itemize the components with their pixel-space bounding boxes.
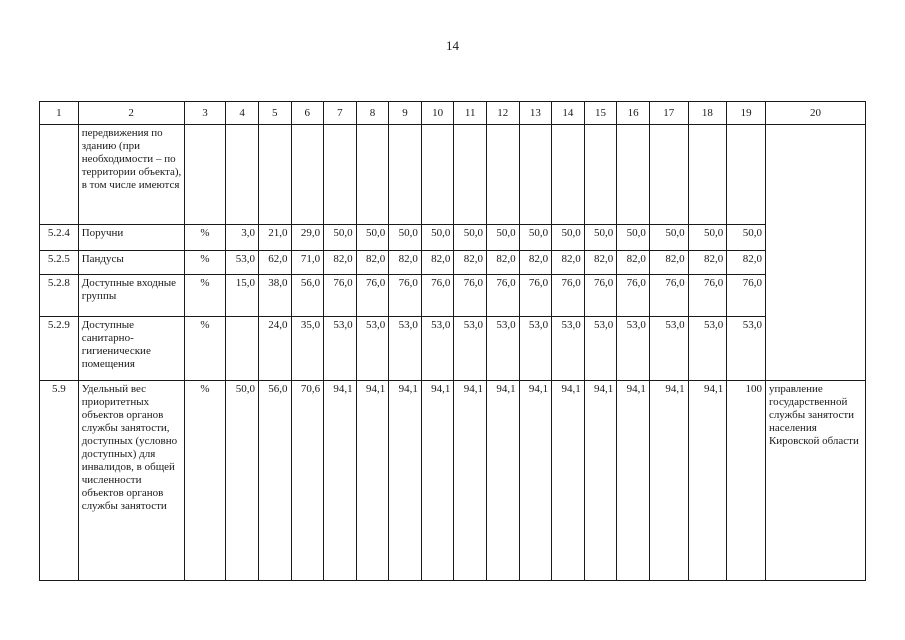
- value-cell: 50,0: [454, 225, 487, 251]
- value-cell: [649, 125, 688, 225]
- code-cell: 5.9: [40, 381, 79, 581]
- value-cell: 94,1: [356, 381, 389, 581]
- value-cell: 50,0: [519, 225, 552, 251]
- table-row: [40, 225, 866, 251]
- value-cell: [226, 317, 259, 381]
- value-cell: 50,0: [356, 225, 389, 251]
- value-cell: [258, 125, 291, 225]
- value-cell: 50,0: [421, 225, 454, 251]
- value-cell: 82,0: [356, 251, 389, 275]
- value-cell: 50,0: [649, 225, 688, 251]
- header-cell: 18: [688, 102, 727, 125]
- code-cell: [40, 125, 79, 225]
- value-cell: 38,0: [258, 275, 291, 317]
- header-cell: 2: [78, 102, 184, 125]
- value-cell: 15,0: [226, 275, 259, 317]
- value-cell: 82,0: [552, 251, 585, 275]
- value-cell: 76,0: [324, 275, 357, 317]
- value-cell: [421, 125, 454, 225]
- value-cell: 53,0: [519, 317, 552, 381]
- value-cell: 50,0: [552, 225, 585, 251]
- value-cell: 71,0: [291, 251, 324, 275]
- value-cell: [454, 125, 487, 225]
- value-cell: [356, 125, 389, 225]
- indicator-name-cell: Доступные входные группы: [78, 275, 184, 317]
- value-cell: 76,0: [389, 275, 422, 317]
- indicator-name-cell: Удельный вес приоритетных объектов органов службы занятости, доступных (условно доступных) для инвалидов, в общей численности объектов органов службы занятости: [78, 381, 184, 581]
- table-row: [40, 275, 866, 317]
- value-cell: 62,0: [258, 251, 291, 275]
- value-cell: 53,0: [356, 317, 389, 381]
- value-cell: 82,0: [649, 251, 688, 275]
- header-cell: 4: [226, 102, 259, 125]
- unit-cell: %: [184, 225, 226, 251]
- header-cell: 20: [765, 102, 865, 125]
- header-cell: 1: [40, 102, 79, 125]
- value-cell: 82,0: [617, 251, 650, 275]
- header-cell: 17: [649, 102, 688, 125]
- value-cell: 76,0: [649, 275, 688, 317]
- value-cell: 53,0: [617, 317, 650, 381]
- value-cell: 76,0: [486, 275, 519, 317]
- header-cell: 15: [584, 102, 617, 125]
- value-cell: 94,1: [584, 381, 617, 581]
- value-cell: 82,0: [727, 251, 766, 275]
- value-cell: [324, 125, 357, 225]
- value-cell: 76,0: [454, 275, 487, 317]
- value-cell: 76,0: [617, 275, 650, 317]
- value-cell: 94,1: [324, 381, 357, 581]
- value-cell: 76,0: [421, 275, 454, 317]
- value-cell: 56,0: [258, 381, 291, 581]
- value-cell: 70,6: [291, 381, 324, 581]
- value-cell: 76,0: [688, 275, 727, 317]
- value-cell: 50,0: [389, 225, 422, 251]
- table-row: [40, 125, 866, 225]
- value-cell: 76,0: [727, 275, 766, 317]
- value-cell: 53,0: [226, 251, 259, 275]
- value-cell: 53,0: [727, 317, 766, 381]
- unit-cell: %: [184, 317, 226, 381]
- value-cell: 53,0: [552, 317, 585, 381]
- value-cell: 82,0: [421, 251, 454, 275]
- responsible-org-cell: управление государственной службы занятости населения Кировской области: [765, 381, 865, 581]
- value-cell: 50,0: [324, 225, 357, 251]
- value-cell: 82,0: [454, 251, 487, 275]
- header-cell: 13: [519, 102, 552, 125]
- value-cell: 56,0: [291, 275, 324, 317]
- value-cell: 94,1: [552, 381, 585, 581]
- value-cell: [584, 125, 617, 225]
- value-cell: [727, 125, 766, 225]
- value-cell: 21,0: [258, 225, 291, 251]
- value-cell: [389, 125, 422, 225]
- header-cell: 16: [617, 102, 650, 125]
- header-cell: 8: [356, 102, 389, 125]
- value-cell: [688, 125, 727, 225]
- header-cell: 9: [389, 102, 422, 125]
- value-cell: 94,1: [617, 381, 650, 581]
- value-cell: 53,0: [688, 317, 727, 381]
- responsible-cell-empty: [765, 125, 865, 381]
- value-cell: [519, 125, 552, 225]
- value-cell: 53,0: [454, 317, 487, 381]
- value-cell: 82,0: [519, 251, 552, 275]
- value-cell: 82,0: [584, 251, 617, 275]
- value-cell: 53,0: [584, 317, 617, 381]
- value-cell: 50,0: [584, 225, 617, 251]
- value-cell: 29,0: [291, 225, 324, 251]
- value-cell: 76,0: [552, 275, 585, 317]
- unit-cell: %: [184, 251, 226, 275]
- unit-cell: %: [184, 275, 226, 317]
- code-cell: 5.2.8: [40, 275, 79, 317]
- value-cell: 82,0: [486, 251, 519, 275]
- value-cell: 50,0: [226, 381, 259, 581]
- value-cell: 53,0: [421, 317, 454, 381]
- value-cell: 3,0: [226, 225, 259, 251]
- header-cell: 5: [258, 102, 291, 125]
- value-cell: 94,1: [454, 381, 487, 581]
- value-cell: [552, 125, 585, 225]
- value-cell: 24,0: [258, 317, 291, 381]
- header-cell: 19: [727, 102, 766, 125]
- value-cell: 94,1: [486, 381, 519, 581]
- unit-cell: %: [184, 381, 226, 581]
- value-cell: 50,0: [727, 225, 766, 251]
- value-cell: [617, 125, 650, 225]
- header-cell: 3: [184, 102, 226, 125]
- value-cell: [486, 125, 519, 225]
- indicator-name-cell: передвижения по зданию (при необходимости – по территории объекта), в том числе имеются: [78, 125, 184, 225]
- table-header-row: [40, 102, 866, 125]
- page-number: 14: [446, 38, 459, 53]
- table-row: [40, 381, 866, 581]
- header-cell: 12: [486, 102, 519, 125]
- value-cell: 100: [727, 381, 766, 581]
- header-cell: 6: [291, 102, 324, 125]
- indicator-name-cell: Доступные санитарно-гигиенические помещения: [78, 317, 184, 381]
- value-cell: 82,0: [688, 251, 727, 275]
- code-cell: 5.2.9: [40, 317, 79, 381]
- value-cell: 94,1: [688, 381, 727, 581]
- code-cell: 5.2.5: [40, 251, 79, 275]
- indicator-name-cell: Пандусы: [78, 251, 184, 275]
- value-cell: 53,0: [486, 317, 519, 381]
- header-cell: 11: [454, 102, 487, 125]
- value-cell: 53,0: [389, 317, 422, 381]
- value-cell: 94,1: [649, 381, 688, 581]
- table-row: [40, 317, 866, 381]
- table-row: [40, 251, 866, 275]
- unit-cell: [184, 125, 226, 225]
- header-cell: 10: [421, 102, 454, 125]
- value-cell: 53,0: [324, 317, 357, 381]
- value-cell: 94,1: [421, 381, 454, 581]
- value-cell: 76,0: [519, 275, 552, 317]
- value-cell: 82,0: [324, 251, 357, 275]
- value-cell: 94,1: [519, 381, 552, 581]
- value-cell: [226, 125, 259, 225]
- value-cell: 76,0: [356, 275, 389, 317]
- code-cell: 5.2.4: [40, 225, 79, 251]
- value-cell: [291, 125, 324, 225]
- value-cell: 50,0: [688, 225, 727, 251]
- value-cell: 82,0: [389, 251, 422, 275]
- value-cell: 94,1: [389, 381, 422, 581]
- indicators-table: [39, 101, 866, 581]
- value-cell: 35,0: [291, 317, 324, 381]
- value-cell: 76,0: [584, 275, 617, 317]
- indicator-name-cell: Поручни: [78, 225, 184, 251]
- value-cell: 53,0: [649, 317, 688, 381]
- value-cell: 50,0: [486, 225, 519, 251]
- header-cell: 7: [324, 102, 357, 125]
- value-cell: 50,0: [617, 225, 650, 251]
- header-cell: 14: [552, 102, 585, 125]
